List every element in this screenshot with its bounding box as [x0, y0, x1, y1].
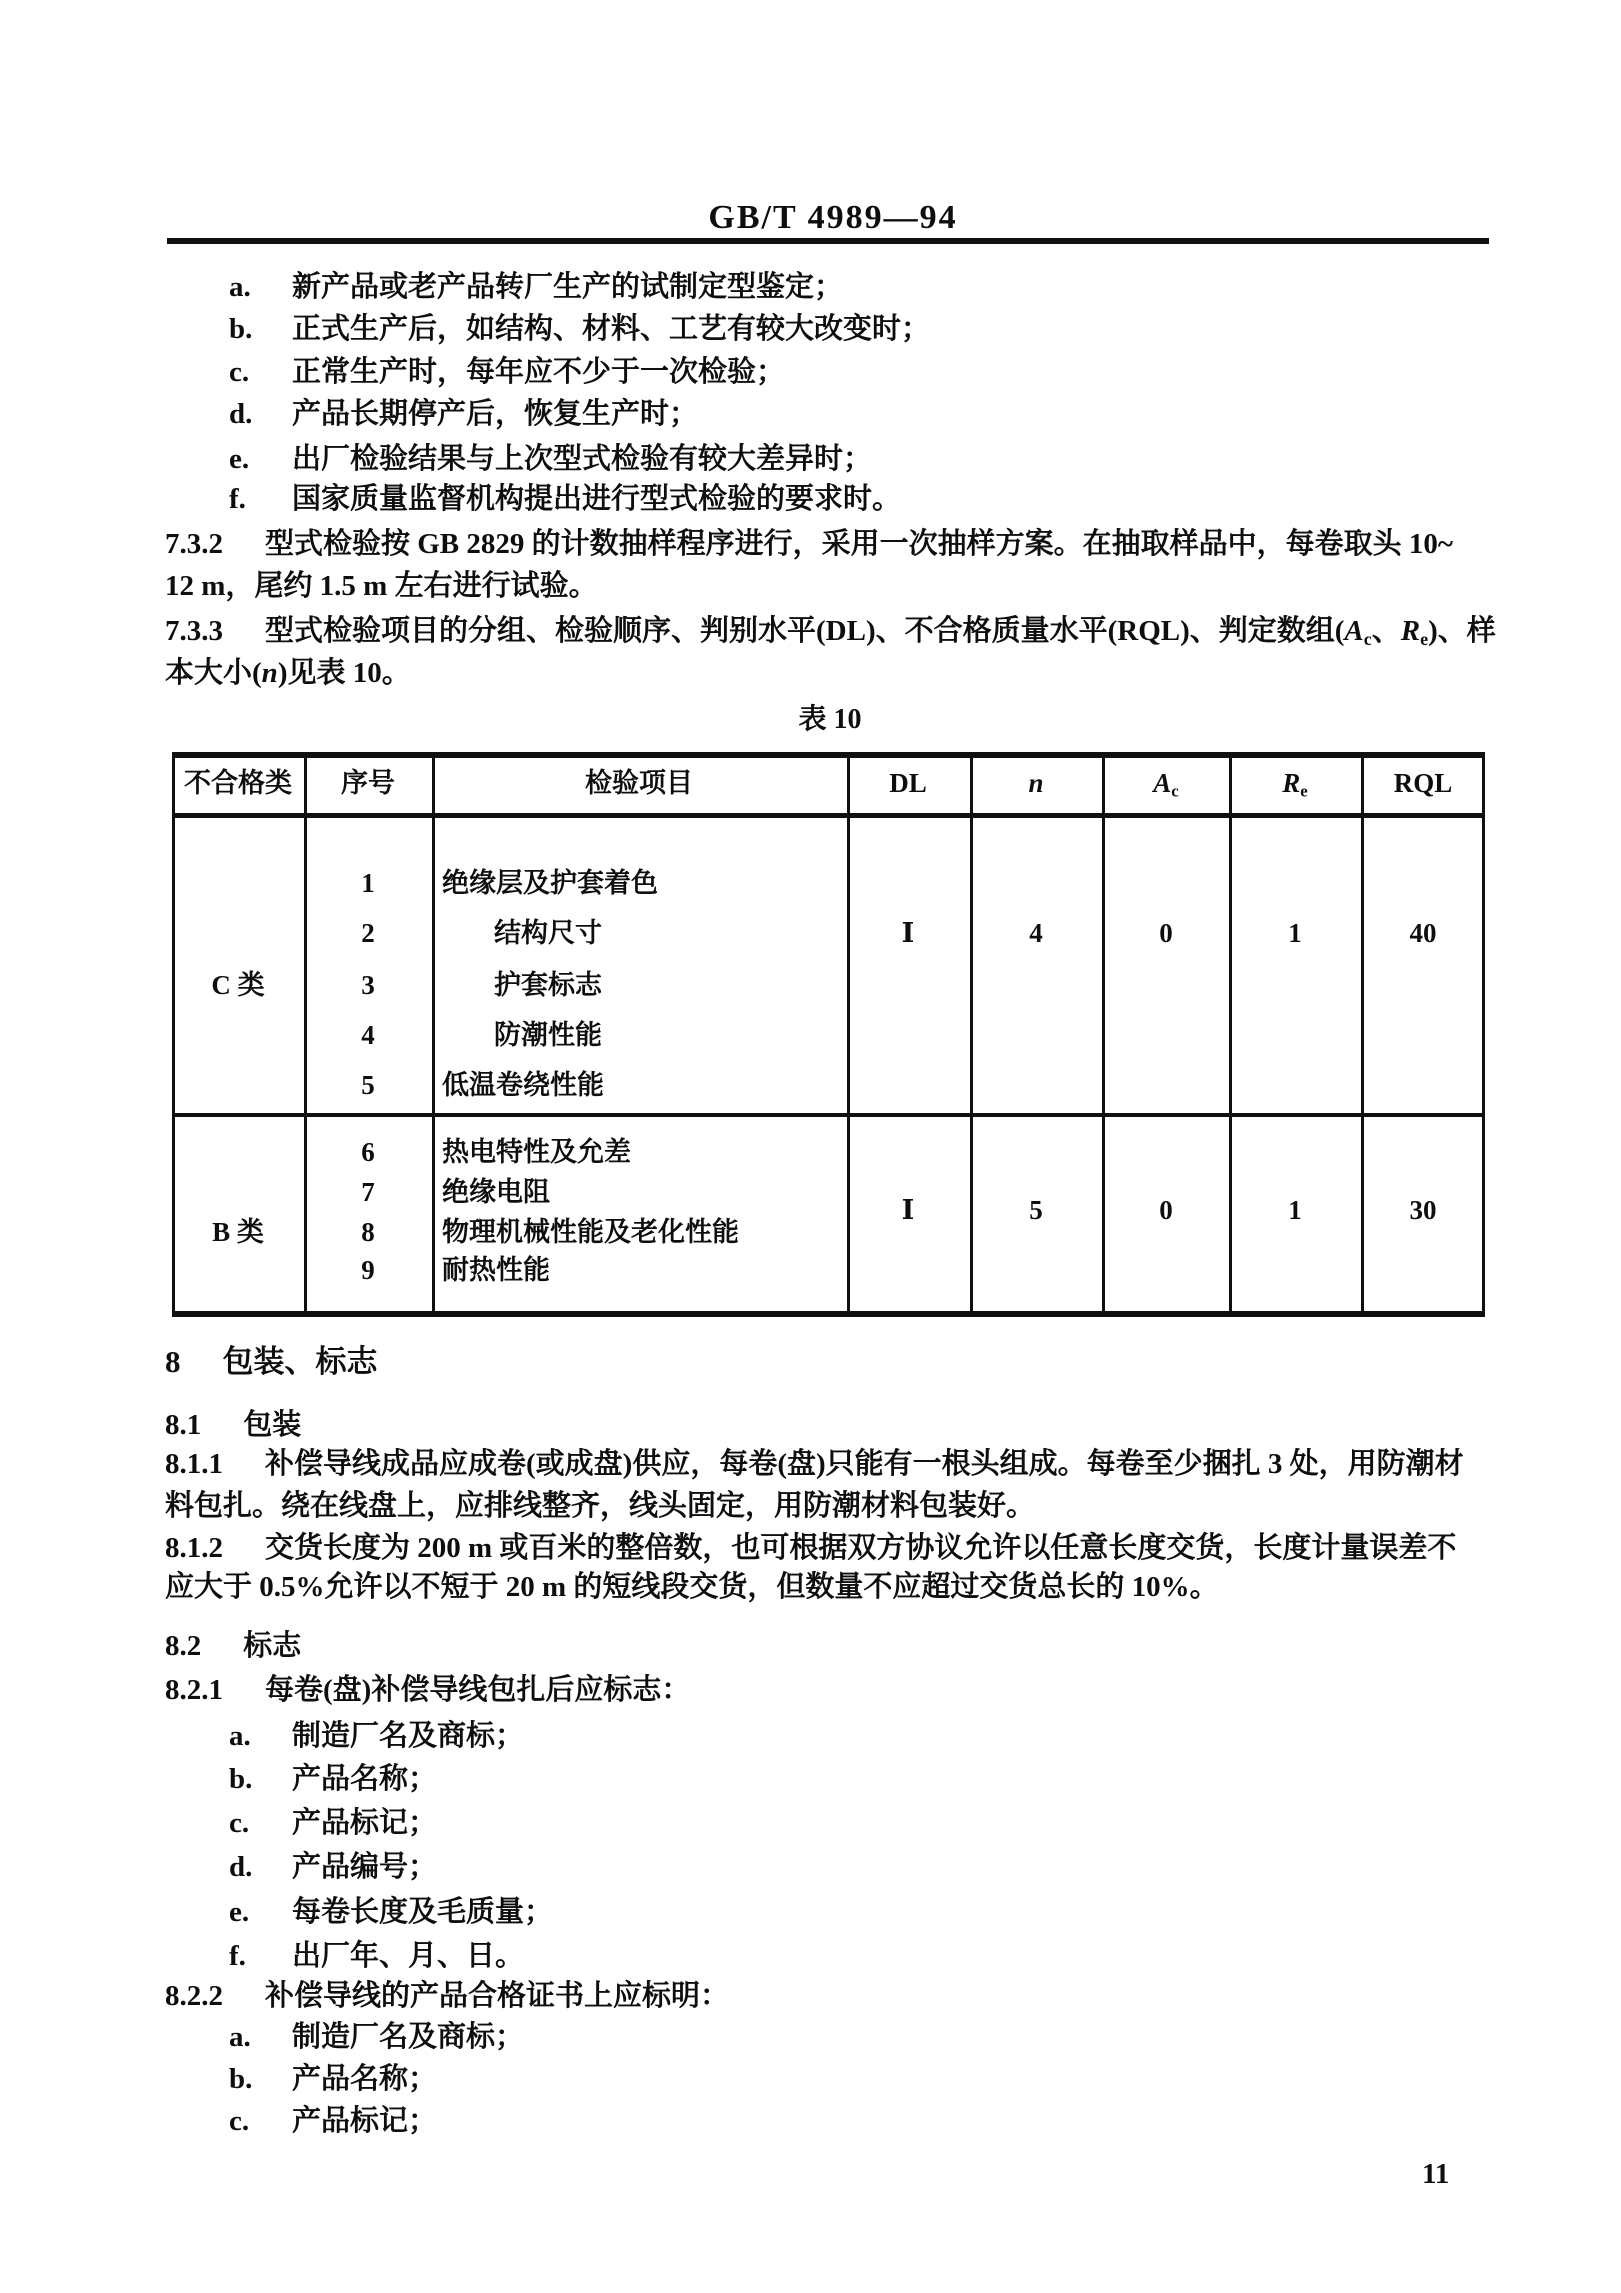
list-item-letter: c. [229, 2105, 250, 2137]
clause-text: 补偿导线成品应成卷(或成盘)供应，每卷(盘)只能有一根头组成。每卷至少捆扎 3 处，用防潮材 [265, 1448, 1464, 1480]
list-item [229, 1896, 553, 1929]
column-header-n: n [1028, 768, 1044, 798]
list-item-letter: c. [229, 1807, 250, 1839]
list-item-text: 产品标记； [292, 2105, 438, 2137]
table-border-bottom [172, 1311, 1485, 1317]
list-item-text: 制造厂名及商标； [292, 2021, 525, 2053]
list-item-letter: e. [229, 1896, 250, 1928]
list-item-text: 新产品或老产品转厂生产的试制定型鉴定； [292, 271, 844, 303]
symbol-Re: R [1400, 615, 1421, 647]
symbol-Re: R [1282, 768, 1301, 798]
clause-number: 7.3.2 [165, 528, 223, 560]
cell-re: 1 [1288, 1195, 1302, 1225]
cell-item: 防潮性能 [494, 1020, 602, 1050]
clause-7-3-3-line1 [165, 615, 1496, 650]
column-header-seq: 序号 [341, 768, 395, 798]
cell-item: 绝缘层及护套着色 [442, 868, 658, 898]
clause-7-3-2-line2: 12 m，尾约 1.5 m 左右进行试验。 [165, 570, 598, 602]
list-item-letter: d. [229, 1851, 253, 1883]
section-8-heading [165, 1344, 378, 1380]
list-item [229, 271, 843, 304]
clause-8-2-1 [165, 1674, 690, 1707]
section-title: 包装、标志 [222, 1344, 378, 1379]
list-item [229, 398, 698, 431]
list-item [229, 1851, 437, 1884]
table-column-line [847, 752, 850, 1317]
clause-8-1-1-line1 [165, 1448, 1464, 1481]
section-8-1-heading [165, 1409, 301, 1442]
cell-re: 1 [1288, 918, 1302, 948]
list-item [229, 313, 930, 346]
table-column-line [1361, 752, 1364, 1317]
clause-8-1-2-line2: 应大于 0.5%允许以不短于 20 m 的短线段交货，但数量不应超过交货总长的 10%。 [165, 1571, 1219, 1603]
list-item-letter: a. [229, 2021, 251, 2053]
clause-text: 补偿导线的产品合格证书上应标明： [265, 1980, 730, 2012]
cell-seq: 2 [361, 918, 375, 948]
clause-number: 7.3.3 [165, 615, 223, 647]
section-number: 8 [165, 1344, 181, 1379]
clause-7-3-3-line2 [165, 657, 411, 690]
cell-item: 结构尺寸 [494, 918, 602, 948]
table-border-right [1482, 752, 1485, 1317]
cell-n: 5 [1029, 1195, 1043, 1225]
clause-number: 8.1.1 [165, 1448, 223, 1480]
clause-number: 8.2.2 [165, 1980, 223, 2012]
cell-ac: 0 [1159, 918, 1173, 948]
symbol-Re-sub: e [1420, 629, 1429, 650]
symbol-Ac: A [1153, 768, 1172, 798]
cell-item: 耐热性能 [442, 1255, 550, 1285]
list-item [229, 2105, 437, 2138]
symbol-Ac: A [1344, 615, 1364, 647]
list-item-text: 产品名称； [292, 1763, 438, 1795]
list-item-text: 产品编号； [292, 1851, 438, 1883]
list-item [229, 1720, 524, 1753]
table-column-line [1229, 752, 1232, 1317]
table-border-top [172, 752, 1485, 758]
cell-rql: 30 [1409, 1195, 1437, 1225]
cell-item: 低温卷绕性能 [442, 1070, 604, 1100]
table-column-line [970, 752, 973, 1317]
cell-ac: 0 [1159, 1195, 1173, 1225]
cell-item: 护套标志 [494, 970, 602, 1000]
list-item-text: 产品标记； [292, 1807, 438, 1839]
cell-seq: 7 [361, 1177, 375, 1207]
table-border-left [172, 752, 175, 1317]
clause-text: 交货长度为 200 m 或百米的整倍数，也可根据双方协议允许以任意长度交货，长度计量误差不 [265, 1532, 1457, 1564]
clause-8-1-1-line2: 料包扎。绕在线盘上，应排线整齐，线头固定，用防潮材料包装好。 [165, 1490, 1036, 1522]
list-item-text: 正式生产后，如结构、材料、工艺有较大改变时； [292, 313, 931, 345]
clause-text-segment: )、样 [1428, 615, 1496, 647]
list-item-letter: a. [229, 271, 251, 303]
clause-text: 每卷(盘)补偿导线包扎后应标志： [265, 1674, 691, 1706]
section-number: 8.1 [165, 1409, 202, 1441]
list-item-letter: b. [229, 1763, 253, 1795]
list-item-text: 出厂年、月、日。 [292, 1940, 525, 1972]
list-item-text: 正常生产时，每年应不少于一次检验； [292, 356, 786, 388]
header-rule [167, 238, 1489, 244]
clause-text-segment: 、 [1371, 615, 1401, 647]
list-item [229, 443, 872, 476]
section-8-2-heading [165, 1630, 301, 1663]
section-title: 包装 [243, 1409, 302, 1441]
group-label-b: B 类 [212, 1217, 264, 1247]
list-item-letter: d. [229, 398, 253, 430]
group-label-c: C 类 [211, 970, 265, 1000]
cell-seq: 8 [361, 1217, 375, 1247]
table-caption: 表 10 [798, 704, 862, 735]
list-item-letter: b. [229, 2063, 253, 2095]
column-header-defect-class: 不合格类 [184, 768, 292, 798]
clause-8-1-2-line1 [165, 1532, 1456, 1565]
symbol-Ac-sub: c [1363, 629, 1372, 650]
table-10 [172, 752, 1485, 1317]
page-title: GB/T 4989—94 [708, 199, 958, 236]
cell-n: 4 [1029, 918, 1043, 948]
table-column-line [432, 752, 435, 1317]
list-item-text: 每卷长度及毛质量； [292, 1896, 554, 1928]
cell-dl: Ⅰ [901, 1195, 915, 1225]
list-item-letter: e. [229, 443, 250, 475]
clause-text-segment: 本大小( [165, 657, 262, 689]
list-item-letter: f. [229, 483, 246, 515]
column-header-ac [1153, 768, 1178, 801]
list-item-text: 出厂检验结果与上次型式检验有较大差异时； [292, 443, 873, 475]
list-item-text: 制造厂名及商标； [292, 1720, 525, 1752]
clause-7-3-2-line1 [165, 528, 1453, 561]
list-item [229, 2063, 437, 2096]
column-header-dl: DL [889, 768, 927, 798]
clause-number: 8.2.1 [165, 1674, 223, 1706]
section-title: 标志 [243, 1630, 302, 1662]
symbol-Ac-sub: c [1171, 781, 1179, 801]
symbol-Re-sub: e [1300, 781, 1308, 801]
list-item [229, 2021, 524, 2054]
list-item-letter: c. [229, 356, 250, 388]
list-item [229, 1807, 437, 1840]
clause-text-segment: 型式检验项目的分组、检验顺序、判别水平(DL)、不合格质量水平(RQL)、判定数组( [265, 615, 1345, 647]
list-item [229, 483, 901, 516]
list-item-letter: f. [229, 1940, 246, 1972]
cell-rql: 40 [1409, 918, 1437, 948]
table-column-line [304, 752, 307, 1317]
list-item-text: 国家质量监督机构提出进行型式检验的要求时。 [292, 483, 902, 515]
list-item-letter: b. [229, 313, 253, 345]
column-header-re [1282, 768, 1307, 801]
clause-text-segment: )见表 10。 [277, 657, 411, 689]
cell-seq: 6 [361, 1137, 375, 1167]
column-header-item: 检验项目 [585, 768, 693, 798]
cell-seq: 3 [361, 970, 375, 1000]
cell-seq: 9 [361, 1255, 375, 1285]
table-column-line [1102, 752, 1105, 1317]
clause-text [265, 615, 1496, 650]
clause-text: 型式检验按 GB 2829 的计数抽样程序进行，采用一次抽样方案。在抽取样品中，每卷取头 10~ [265, 528, 1453, 560]
cell-item: 绝缘电阻 [442, 1177, 550, 1207]
clause-number: 8.1.2 [165, 1532, 223, 1564]
cell-seq: 4 [361, 1020, 375, 1050]
list-item-text: 产品名称； [292, 2063, 438, 2095]
section-number: 8.2 [165, 1630, 202, 1662]
cell-item: 物理机械性能及老化性能 [442, 1217, 739, 1247]
table-header-rule [172, 813, 1485, 818]
cell-seq: 5 [361, 1070, 375, 1100]
list-item [229, 356, 785, 389]
list-item [229, 1763, 437, 1796]
cell-item: 热电特性及允差 [442, 1137, 631, 1167]
list-item-letter: a. [229, 1720, 251, 1752]
cell-seq: 1 [361, 868, 375, 898]
list-item-text: 产品长期停产后，恢复生产时； [292, 398, 699, 430]
page-number: 11 [1422, 2158, 1450, 2190]
symbol-n: n [261, 657, 278, 689]
table-group-rule [172, 1113, 1485, 1117]
cell-dl: Ⅰ [901, 918, 915, 948]
clause-8-2-2 [165, 1980, 729, 2013]
column-header-rql: RQL [1393, 768, 1453, 798]
list-item [229, 1940, 524, 1973]
